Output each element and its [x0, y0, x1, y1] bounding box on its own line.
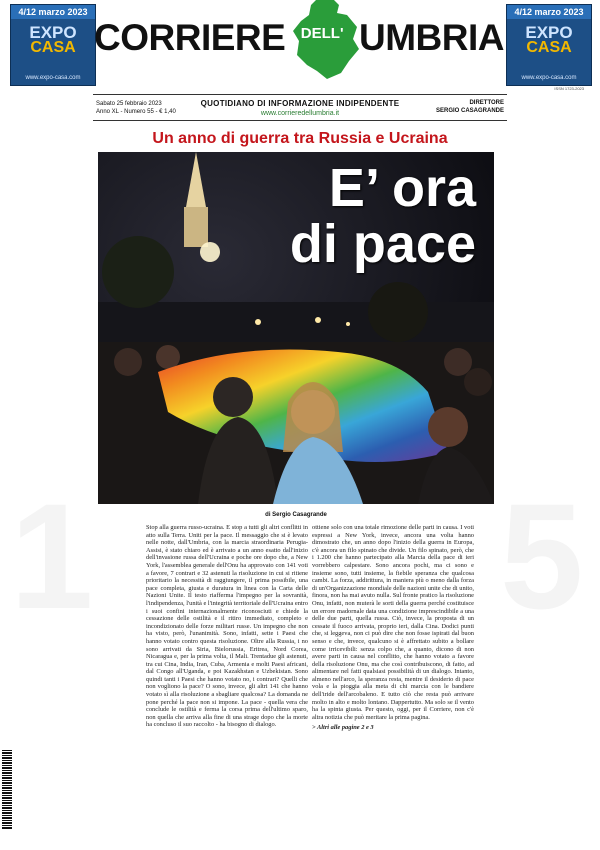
- umbria-region-logo: [287, 3, 357, 73]
- ad-brand-sub: CASA: [30, 39, 76, 56]
- director-label: DIRETTORE: [469, 100, 504, 106]
- director: [436, 99, 504, 115]
- ad-url: www.expo-casa.com: [25, 75, 81, 81]
- headline-line2: di pace: [289, 214, 476, 274]
- kicker: Un anno di guerra tra Russia e Ucraina: [152, 130, 448, 147]
- headline: [290, 160, 476, 272]
- ad-url: www.expo-casa.com: [521, 75, 577, 81]
- masthead[interactable]: [94, 10, 504, 66]
- ad-brand-sub: CASA: [526, 39, 572, 56]
- column-2-text: ottiene solo con una totale rimozione delle parti in causa. I voti espressi a New York, invece, ancora una volta hanno dimostrato che, un anno dopo l'inizio della guerra in Europa, c'è ancora un filo spinato che divide. Un filo spinato, però, che i 1.200 che hanno partecipato alla Marcia della pace di ieri vorrebbero calpestare. Sono ancora pochi, ma ci sono e insieme sono, tutti insieme, la fiebile speranza che qualcosa cambi. La forza, addirittura, in maniera più o meno dalla forza di un'Organizzazione mondiale delle nazioni unite che di unito, finora, non ha mai avuto nulla. Sul fronte pratico la risoluzione Onu, infatti, non muterà le sorti della guerra perché costituisce un errore madornale data una condizione imprescindibile a una delle due parti, quella russa. Ciò, invece, la proposta di un cessate il fuoco arrivata, proprio ieri, dalla Cina. Dodici punti che, si leggeva, non ci può dire che non fosse ispirati dal buon senso e che, invece, qualcuno si è affrettato subito a bollare come irricevibili: senza colpo che, a quanto, dicono di non avere parti in causa nel conflitto, che hanno votato a favore della risoluzione Onu, ma che così contribuiscono, di fatto, ad alimentare nel fatti qualsiasi possibilità di un dialogo. Intanto, almeno nell'arco, la speranza resta, mentre il desiderio di pace vola e la pioggia alla meta di chi marcia con le bandiere dell'iride dell'arcobaleno. E tutto ciò che resta può arrivare molto in alto e molto lontano. Dappertutto. Ma solo se il vento ha la spinta giusta. Per questo, oggi, per il Corriere, non c'è altra notizia che può meritare la prima pagina.: [312, 524, 474, 721]
- issue-date: Sabato 25 febbraio 2023: [96, 101, 162, 107]
- masthead-umbria: UMBRIA: [359, 17, 504, 58]
- website-link[interactable]: www.corrieredellumbria.it: [260, 110, 340, 117]
- header-rule-bottom: [93, 120, 507, 121]
- column-1-text: Stop alla guerra russo-ucraina. E stop a tutti gli altri conflitti in atto sulla Terra. Uniti per la pace. Il messaggio che si è levato nelle notte, dall'Umbria, con la marcia straordinaria Perugia-Assisi, è stato chiaro ed è arrivato a un anno esatto dall'inizio dell'invasione russa dell'Ucraina e poche ore dopo che, a New York, l'assemblea generale dell'Onu ha approvato con 141 voti a favore, 7 contrari e 32 astenuti la risoluzione in cui si ritiene prioritario la necessità di raggiungere, il prima possibile, una pace completa, giusta e duratura in linea con la Carta delle Nazioni Unite. Il testo riafferma l'impegno per la sovranità, l'indipendenza, l'unità e l'integrità territoriale dell'Ucraina entro i suoi confini internazionalmente riconosciuti e chiede la cessazione delle ostilità e il ritiro immediato, completo e incondizionato delle forze militari russe. Un impegno che non ha visto, però, l'unanimità. Sono, infatti, sette i Paesi che hanno votato contro questa risoluzione. Oltre alla Russia, i no sono arrivati da Siria, Bielorussia, Eritrea, Nord Corea, Nicaragua e, per la prima volta, il Mali. Trentadue gli astenuti, tra cui Cina, India, Iran, Cuba, Armenia e molti Paesi africani, dal Congo all'Uganda, e poi Kazakhstan e Uzbekistan. Sono quindi tanti i Paesi che hanno votato no, i contrari? Quelli che non vogliono la pace? O sono, invece, gli altri 141 che hanno votato sì alla risoluzione a sbagliare qualcosa? La domanda ne pone perché la pace non si impone. La pace - quella vera che conclude le ostilità e ferma la corsa prima dell'ultimo sparo, non quella che arriva alla fine di una strage dopo che la morte ha concluso il suo raccolto - ha bisogno di dialogo.: [146, 524, 308, 729]
- headline-line1: E’ ora: [328, 158, 476, 218]
- masthead-corriere: CORRIERE: [94, 17, 286, 58]
- masthead-dell: DELL': [300, 25, 344, 42]
- barcode: [2, 750, 12, 830]
- ad-date: 4/12 marzo 2023: [507, 5, 591, 19]
- ad-brand: EXPO: [29, 23, 77, 42]
- watermark-digit-right: 5: [500, 472, 584, 640]
- tagline: QUOTIDIANO DI INFORMAZIONE INDIPENDENTE: [200, 99, 400, 108]
- article-column-2: [312, 524, 474, 732]
- ad-expo-casa-left[interactable]: [10, 4, 96, 86]
- article-column-1: [146, 524, 308, 729]
- lead-photo[interactable]: [98, 152, 494, 504]
- header-rule-top: [93, 94, 507, 95]
- ad-expo-casa-right[interactable]: [506, 4, 592, 86]
- ad-brand: EXPO: [525, 23, 573, 42]
- issue-number: Anno XL - Numero 55 - € 1,40: [96, 109, 176, 115]
- issn: ISSN 1723-2023: [554, 86, 584, 91]
- watermark-digit-left: 1: [10, 472, 94, 640]
- byline: di Sergio Casagrande: [265, 512, 327, 518]
- ad-date: 4/12 marzo 2023: [11, 5, 95, 19]
- continues-link[interactable]: > Altri alle pagine 2 e 3: [312, 724, 374, 732]
- director-name: SERGIO CASAGRANDE: [435, 108, 504, 114]
